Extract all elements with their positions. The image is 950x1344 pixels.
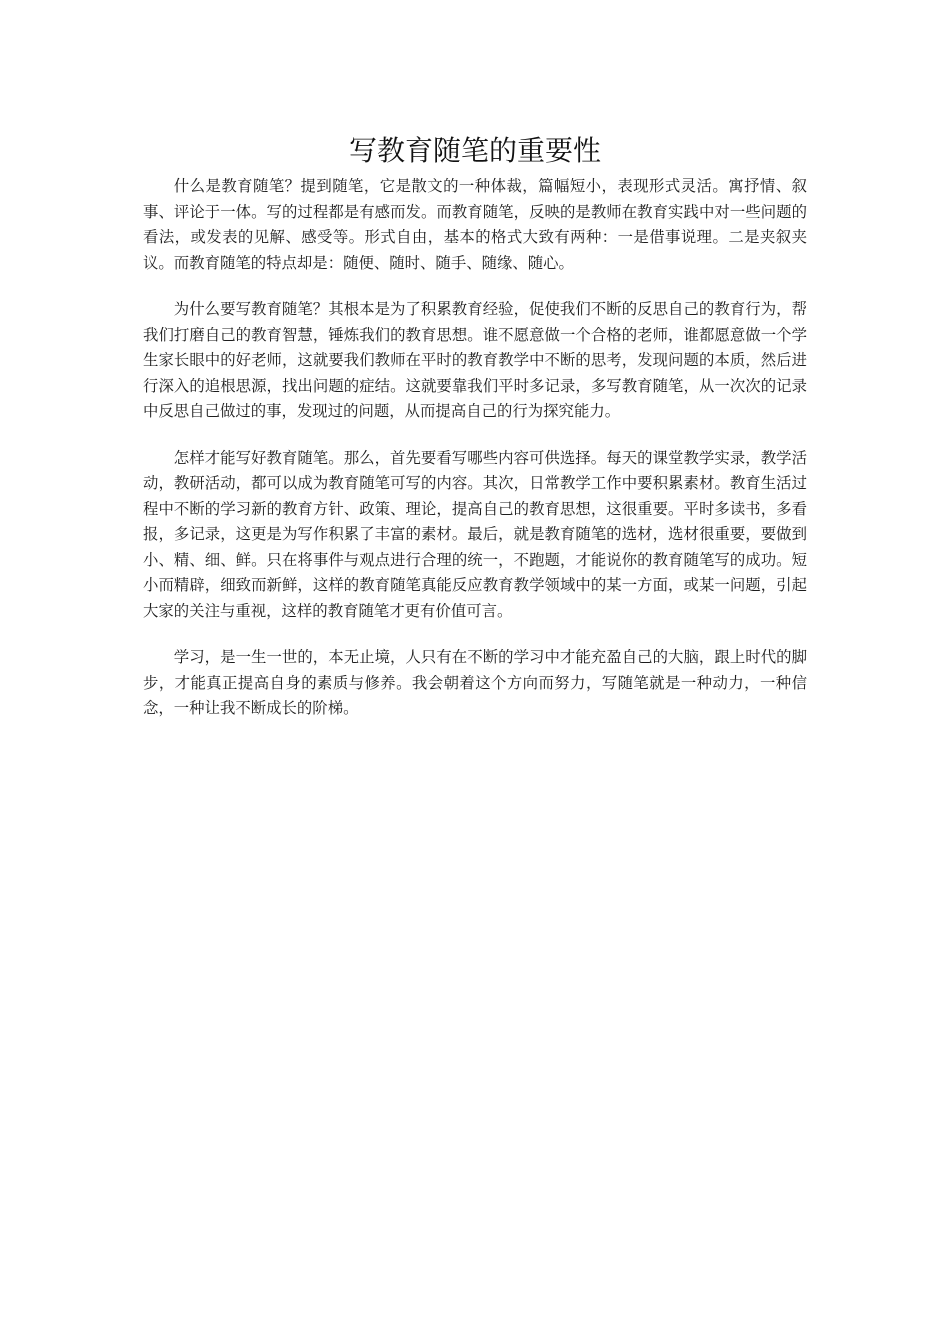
paragraph-4: 学习，是一生一世的，本无止境，人只有在不断的学习中才能充盈自己的大脑，跟上时代的脚步，才能真正提高自身的素质与修养。我会朝着这个方向而努力，写随笔就是一种动力，一种信念，一种让我不断成长的阶梯。 <box>143 648 807 717</box>
paragraph-2: 为什么要写教育随笔？其根本是为了积累教育经验，促使我们不断的反思自己的教育行为，帮我们打磨自己的教育智慧，锤炼我们的教育思想。谁不愿意做一个合格的老师，谁都愿意做一个学生家长眼中的好老师，这就要我们教师在平时的教育教学中不断的思考，发现问题的本质，然后进行深入的追根思源，找出问题的症结。这就要靠我们平时多记录，多写教育随笔，从一次次的记录中反思自己做过的事，发现过的问题，从而提高自己的行为探究能力。 <box>143 300 807 420</box>
paragraph-1: 什么是教育随笔？提到随笔，它是散文的一种体裁，篇幅短小，表现形式灵活。寓抒情、叙事、评论于一体。写的过程都是有感而发。而教育随笔，反映的是教师在教育实践中对一些问题的看法，或发表的见解、感受等。形式自由，基本的格式大致有两种：一是借事说理。二是夹叙夹议。而教育随笔的特点却是：随便、随时、随手、随缘、随心。 <box>143 177 807 272</box>
document-body <box>143 174 807 743</box>
paragraph-3: 怎样才能写好教育随笔。那么，首先要看写哪些内容可供选择。每天的课堂教学实录，教学活动，教研活动，都可以成为教育随笔可写的内容。其次，日常教学工作中要积累素材。教育生活过程中不断的学习新的教育方针、政策、理论，提高自己的教育思想，这很重要。平时多读书，多看报，多记录，这更是为写作积累了丰富的素材。最后，就是教育随笔的选材，选材很重要，要做到小、精、细、鲜。只在将事件与观点进行合理的统一，不跑题，才能说你的教育随笔写的成功。短小而精辟，细致而新鲜，这样的教育随笔真能反应教育教学领域中的某一方面，或某一问题，引起大家的关注与重视，这样的教育随笔才更有价值可言。 <box>143 448 807 620</box>
page-title: 写教育随笔的重要性 <box>348 134 601 167</box>
